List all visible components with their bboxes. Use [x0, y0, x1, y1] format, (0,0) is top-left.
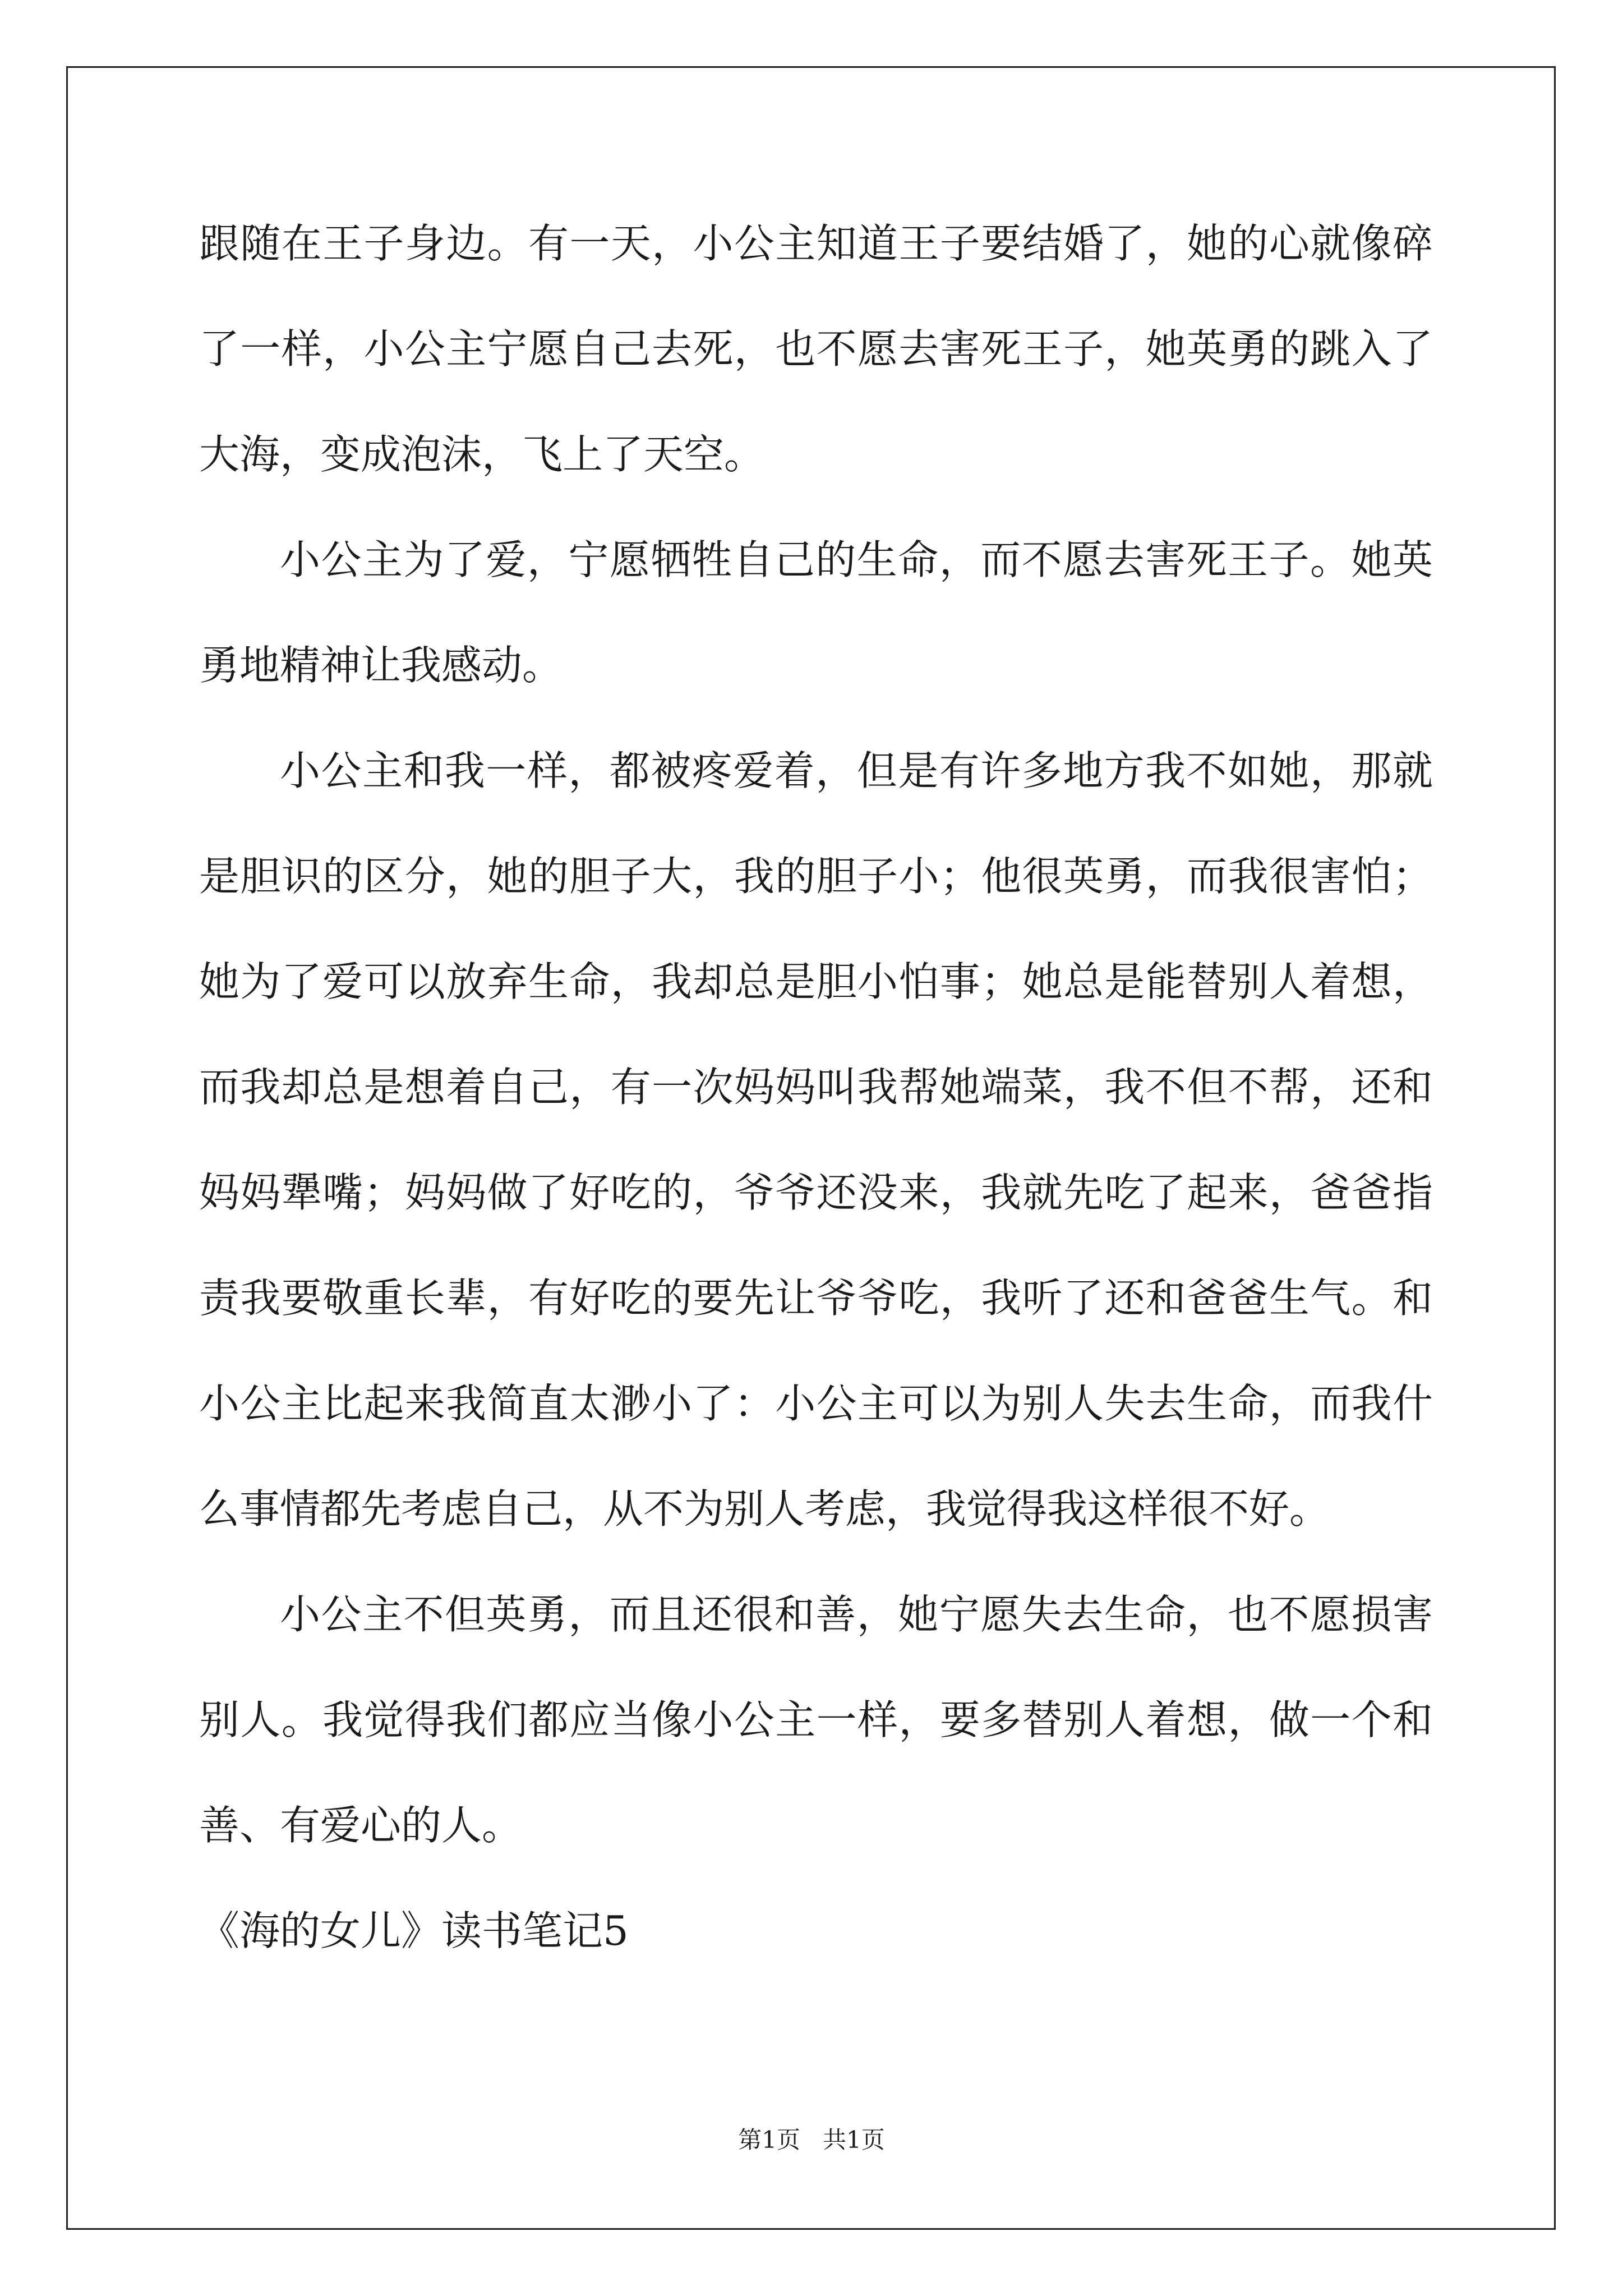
page-footer: 第1页 共1页	[738, 2126, 885, 2154]
paragraph: 小公主不但英勇，而且还很和善，她宁愿失去生命，也不愿损害别人。我觉得我们都应当像小公主一样，要多替别人着想，做一个和善、有爱心的人。	[199, 1591, 1433, 1849]
document-body	[199, 191, 1433, 1984]
section-title: 《海的女儿》读书笔记5	[199, 1907, 629, 1954]
paragraph: 小公主和我一样，都被疼爱着，但是有许多地方我不如她，那就是胆识的区分，她的胆子大，我的胆子小；他很英勇，而我很害怕；她为了爱可以放弃生命，我却总是胆小怕事；她总是能替别人着想，而我却总是想着自己，有一次妈妈叫我帮她端菜，我不但不帮，还和妈妈犟嘴；妈妈做了好吃的，爷爷还没来，我就先吃了起来，爸爸指责我要敬重长辈，有好吃的要先让爷爷吃，我听了还和爸爸生气。和小公主比起来我简直太渺小了：小公主可以为别人失去生命，而我什么事情都先考虑自己，从不为别人考虑，我觉得我这样很不好。	[199, 747, 1433, 1533]
paragraph: 小公主为了爱，宁愿牺牲自己的生命，而不愿去害死王子。她英勇地精神让我感动。	[199, 536, 1433, 689]
paragraph-continued: 跟随在王子身边。有一天，小公主知道王子要结婚了，她的心就像碎了一样，小公主宁愿自己去死，也不愿去害死王子，她英勇的跳入了大海，变成泡沫，飞上了天空。	[199, 220, 1433, 478]
